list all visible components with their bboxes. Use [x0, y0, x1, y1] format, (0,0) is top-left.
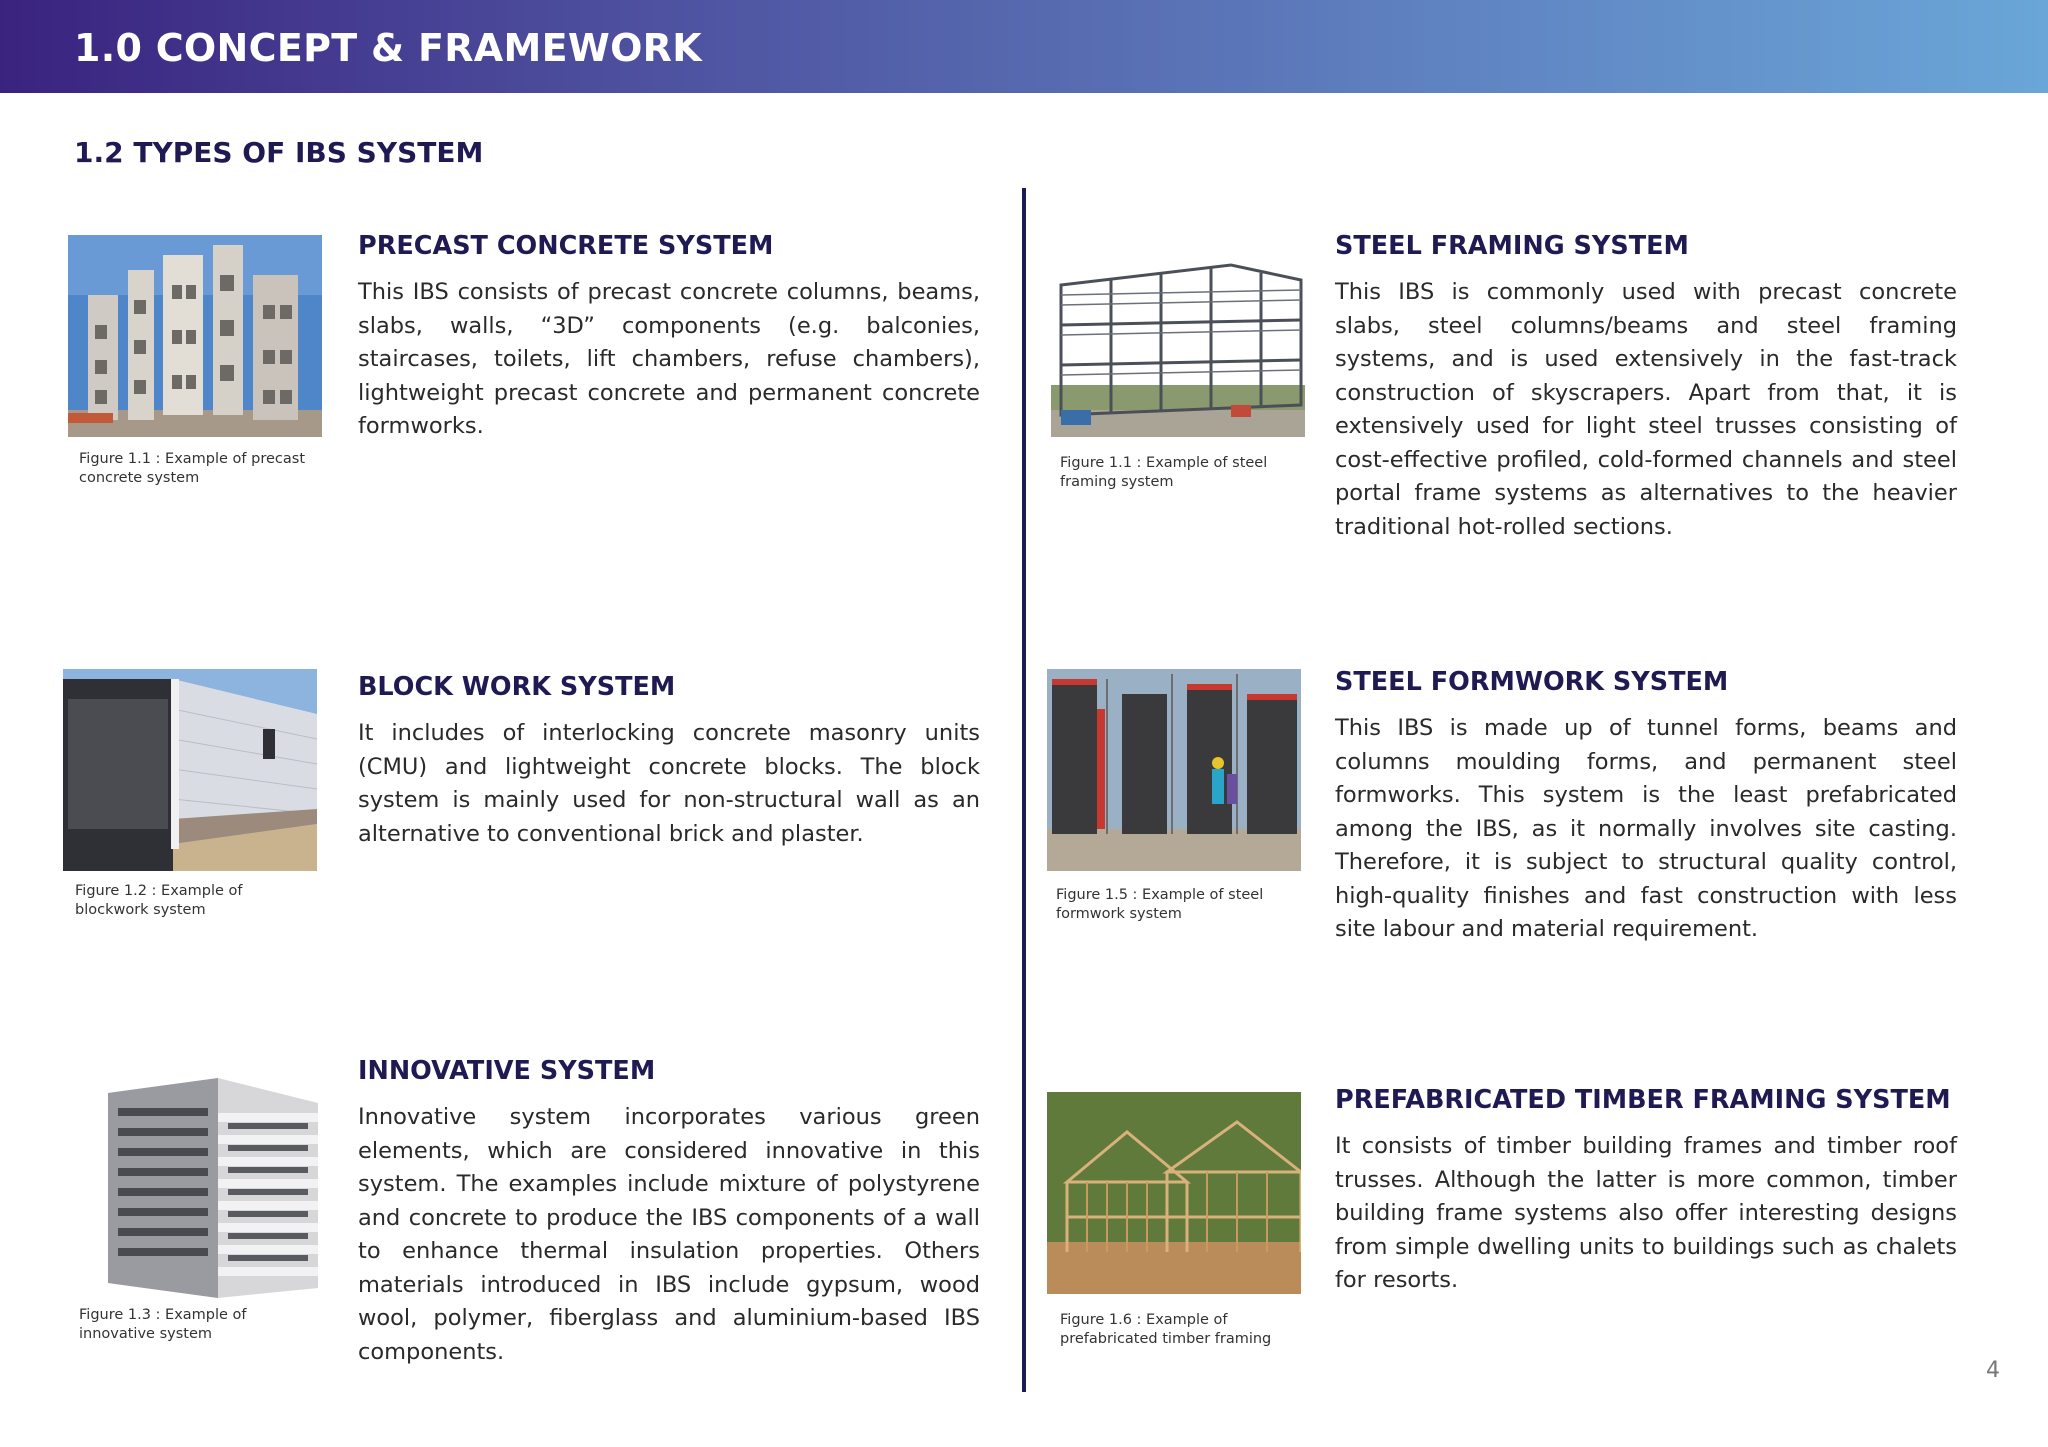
figure-caption: Figure 1.5 : Example of steel formwork system [1056, 887, 1264, 922]
precast-concrete-text: This IBS consists of precast concrete columns, beams, slabs, walls, “3D” components (e.g. balconies, staircases, toilets, lift chambers, refuse chambers), lightweight precast concrete and permanent concrete formworks. [358, 279, 980, 439]
timber-framing-text: It consists of timber building frames and timber roof trusses. Although the latter is more common, timber building frame systems also offer interesting designs from simple dwelling units to buildings such as chalets for resorts. [1335, 1133, 1957, 1293]
column-divider [1022, 188, 1026, 1392]
steel-formwork-heading: STEEL FORMWORK SYSTEM [1335, 667, 1729, 697]
steel-formwork-image [1047, 669, 1301, 871]
steel-framing-text: This IBS is commonly used with precast concrete slabs, steel columns/beams and steel framing systems, and is used extensively in the fast-track construction of skyscrapers. Apart from that, it is extensively used for light steel trusses consisting of cost-effective profiled, cold-formed channels and steel portal frame systems as alternatives to the heavier traditional hot-rolled sections. [1335, 279, 1957, 540]
blockwork-image [63, 669, 317, 871]
section-title: 1.2 TYPES OF IBS SYSTEM [74, 136, 484, 169]
precast-concrete-image [68, 235, 322, 437]
steel-framing-heading: STEEL FRAMING SYSTEM [1335, 231, 1689, 261]
blockwork-heading: BLOCK WORK SYSTEM [358, 672, 676, 702]
precast-concrete-heading: PRECAST CONCRETE SYSTEM [358, 231, 774, 261]
innovative-text: Innovative system incorporates various green elements, which are considered innovative in this system. The examples include mixture of polystyrene and concrete to produce the IBS components of a wall to enhance thermal insulation properties. Others materials introduced in IBS include gypsum, wood wool, polymer, fiberglass and aluminium-based IBS components. [358, 1104, 980, 1365]
timber-framing-image [1047, 1092, 1301, 1294]
figure-caption: Figure 1.2 : Example of blockwork system [75, 883, 243, 918]
timber-framing-heading: PREFABRICATED TIMBER FRAMING SYSTEM [1335, 1085, 1951, 1115]
blockwork-text: It includes of interlocking concrete masonry units (CMU) and lightweight concrete blocks. The block system is mainly used for non-structural wall as an alternative to conventional brick and plaster. [358, 720, 980, 847]
innovative-heading: INNOVATIVE SYSTEM [358, 1056, 656, 1086]
figure-caption: Figure 1.3 : Example of innovative system [79, 1307, 247, 1342]
chapter-title: 1.0 CONCEPT & FRAMEWORK [74, 26, 702, 70]
innovative-building-image [68, 1073, 318, 1298]
figure-caption: Figure 1.1 : Example of precast concrete system [79, 451, 306, 486]
figure-caption: Figure 1.6 : Example of prefabricated timber framing [1060, 1312, 1272, 1347]
steel-formwork-text: This IBS is made up of tunnel forms, beams and columns moulding forms, and permanent steel formworks. This system is the least prefabricated among the IBS, as it normally involves site casting. Therefore, it is subject to structural quality control, high-quality finishes and fast construction with less site labour and material requirement. [1335, 715, 1957, 942]
steel-framing-image [1051, 235, 1305, 437]
header-banner [0, 0, 2048, 93]
figure-caption: Figure 1.1 : Example of steel framing system [1060, 455, 1268, 490]
page-number: 4 [1986, 1358, 2000, 1383]
